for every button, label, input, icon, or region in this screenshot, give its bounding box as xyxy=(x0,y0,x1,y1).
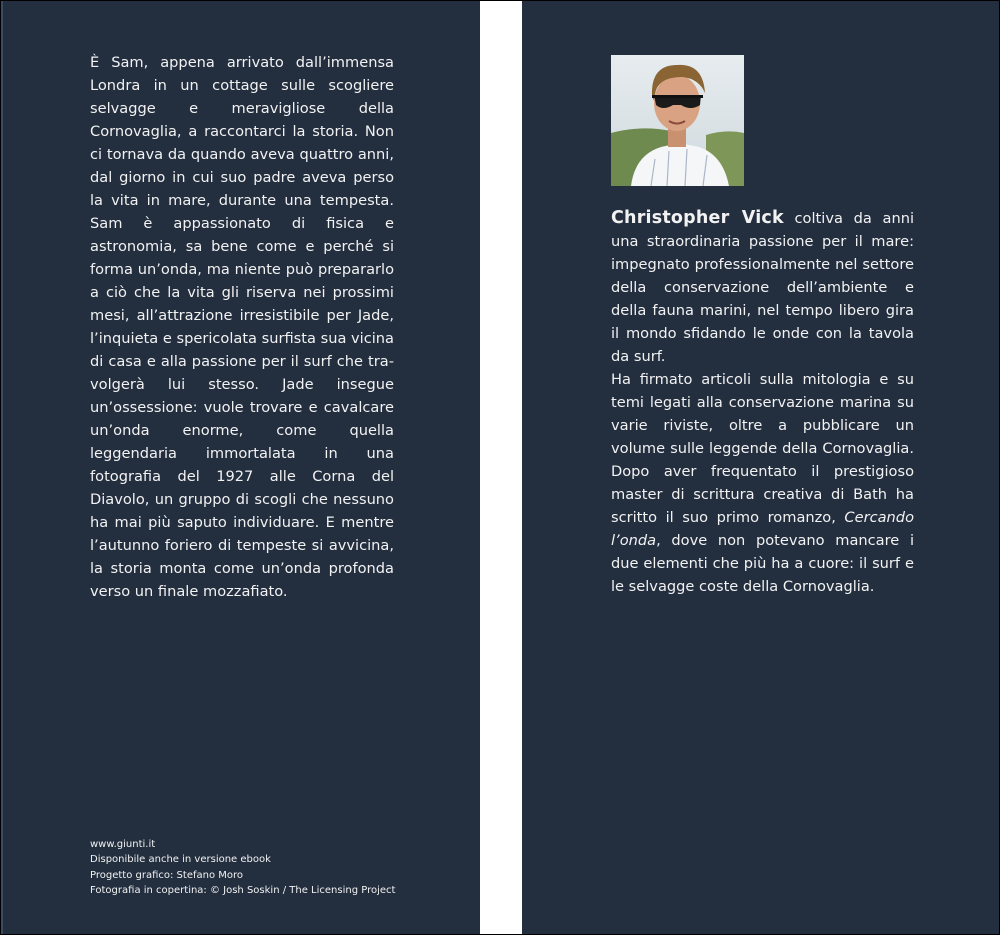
ebook-note: Disponibile anche in versione ebook xyxy=(90,854,271,866)
author-name: Christopher Vick xyxy=(611,208,784,228)
bio-text-2a: Ha firmato articoli sulla mitologia e su temi legati alla conservazione marina su varie riviste, oltre a pubblicare un volume sulle leggende della Cornovaglia. Dopo aver frequentato il prestigioso master di scrittura creativa di Bath ha scritto il suo primo romanzo, xyxy=(611,371,914,526)
website-link[interactable]: www.giunti.it xyxy=(90,839,156,850)
bio-paragraph-1 xyxy=(611,207,914,368)
right-flap xyxy=(522,1,999,934)
author-bio xyxy=(611,207,914,598)
author-photo xyxy=(611,55,744,186)
bio-paragraph-2 xyxy=(611,368,914,598)
panel-edge xyxy=(1,1,3,934)
design-credit: Progetto grafico: Stefano Moro xyxy=(90,869,244,881)
synopsis-text: È Sam, appena arrivato dall’immensa Londra in un cottage sulle scogliere selvagge e meravigliose della Cornovaglia, a raccontarci la storia. Non ci tornava da quando aveva quattro anni, dal giorno in cui suo padre aveva perso la vita in mare, durante una tempesta. Sam è appassionato di fisica e astronomia, sa bene come e perché si forma un’onda, ma niente può prepararlo a ciò che la vita gli riserva nei prossimi mesi, all’attrazione irresistibile per Jade, l’inquieta e spericolata surfista sua vicina di casa e alla passione per il surf che travolgerà lui stesso. Jade insegue un’ossessione: vuole trovare e cavalcare un’onda enorme, come quella leggendaria immortalata in una fotografia del 1927 alle Corna del Diavolo, un gruppo di scogli che nessuno ha mai più saputo individuare. E mentre l’autunno foriero di tempeste si avvicina, la storia monta come un’onda profonda verso un finale mozzafiato. xyxy=(90,54,394,600)
book-title: Cercando l’onda xyxy=(611,509,914,549)
photo-credit: Fotografia in copertina: © Josh Soskin / The Licensing Project xyxy=(90,884,396,896)
center-gutter xyxy=(480,1,522,934)
bio-text-2b: , dove non potevano mancare i due elementi che più ha a cuore: il surf e le selvagge coste della Cornovaglia. xyxy=(611,532,914,595)
credits xyxy=(90,837,450,898)
bio-text-1: coltiva da anni una straordinaria passione per il mare: impegnato professionalmente nel settore della conservazione dell’ambiente e della fauna marini, nel tempo libero gira il mondo sfidando le onde con la tavola da surf. xyxy=(611,210,914,365)
left-flap xyxy=(1,1,480,934)
